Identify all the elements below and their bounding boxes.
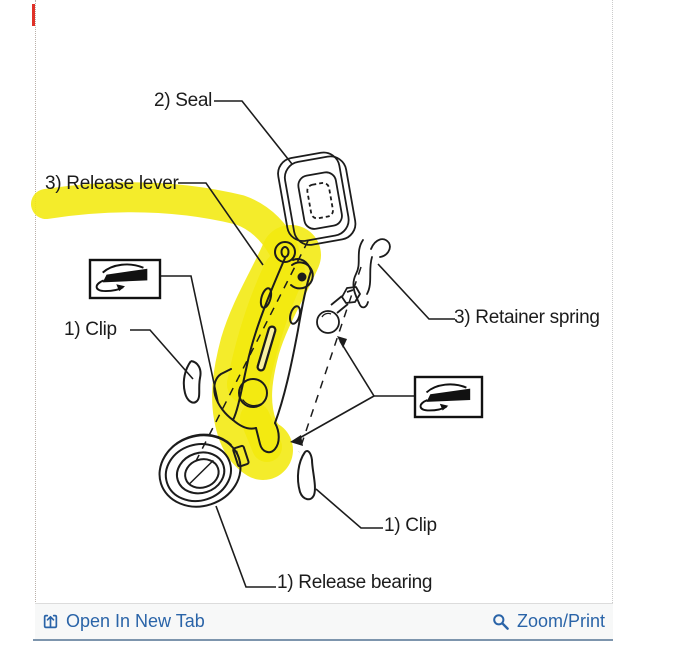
open-in-new-tab-icon	[42, 613, 59, 630]
viewer-footer	[35, 603, 613, 639]
open-in-new-tab-link[interactable]	[42, 611, 205, 632]
leader-arrowheads	[290, 336, 347, 446]
label-seal: 2) Seal	[154, 90, 213, 111]
pivot-pin-part	[317, 287, 360, 333]
label-release-bearing: 1) Release bearing	[277, 572, 433, 593]
label-clip-bottom: 1) Clip	[384, 515, 437, 536]
grease-box-left	[90, 260, 160, 298]
clip-bottom-part	[298, 451, 315, 499]
zoom-print-link[interactable]	[492, 611, 605, 632]
grease-box-right	[415, 377, 482, 417]
magnifier-icon	[492, 613, 510, 631]
open-in-new-tab-label: Open In New Tab	[66, 611, 205, 631]
clip-left-part	[184, 361, 201, 403]
label-retainer-spring: 3) Retainer spring	[454, 307, 600, 328]
label-release-lever: 3) Release lever	[45, 173, 179, 194]
zoom-print-label: Zoom/Print	[516, 611, 605, 631]
label-clip-left: 1) Clip	[64, 319, 117, 340]
